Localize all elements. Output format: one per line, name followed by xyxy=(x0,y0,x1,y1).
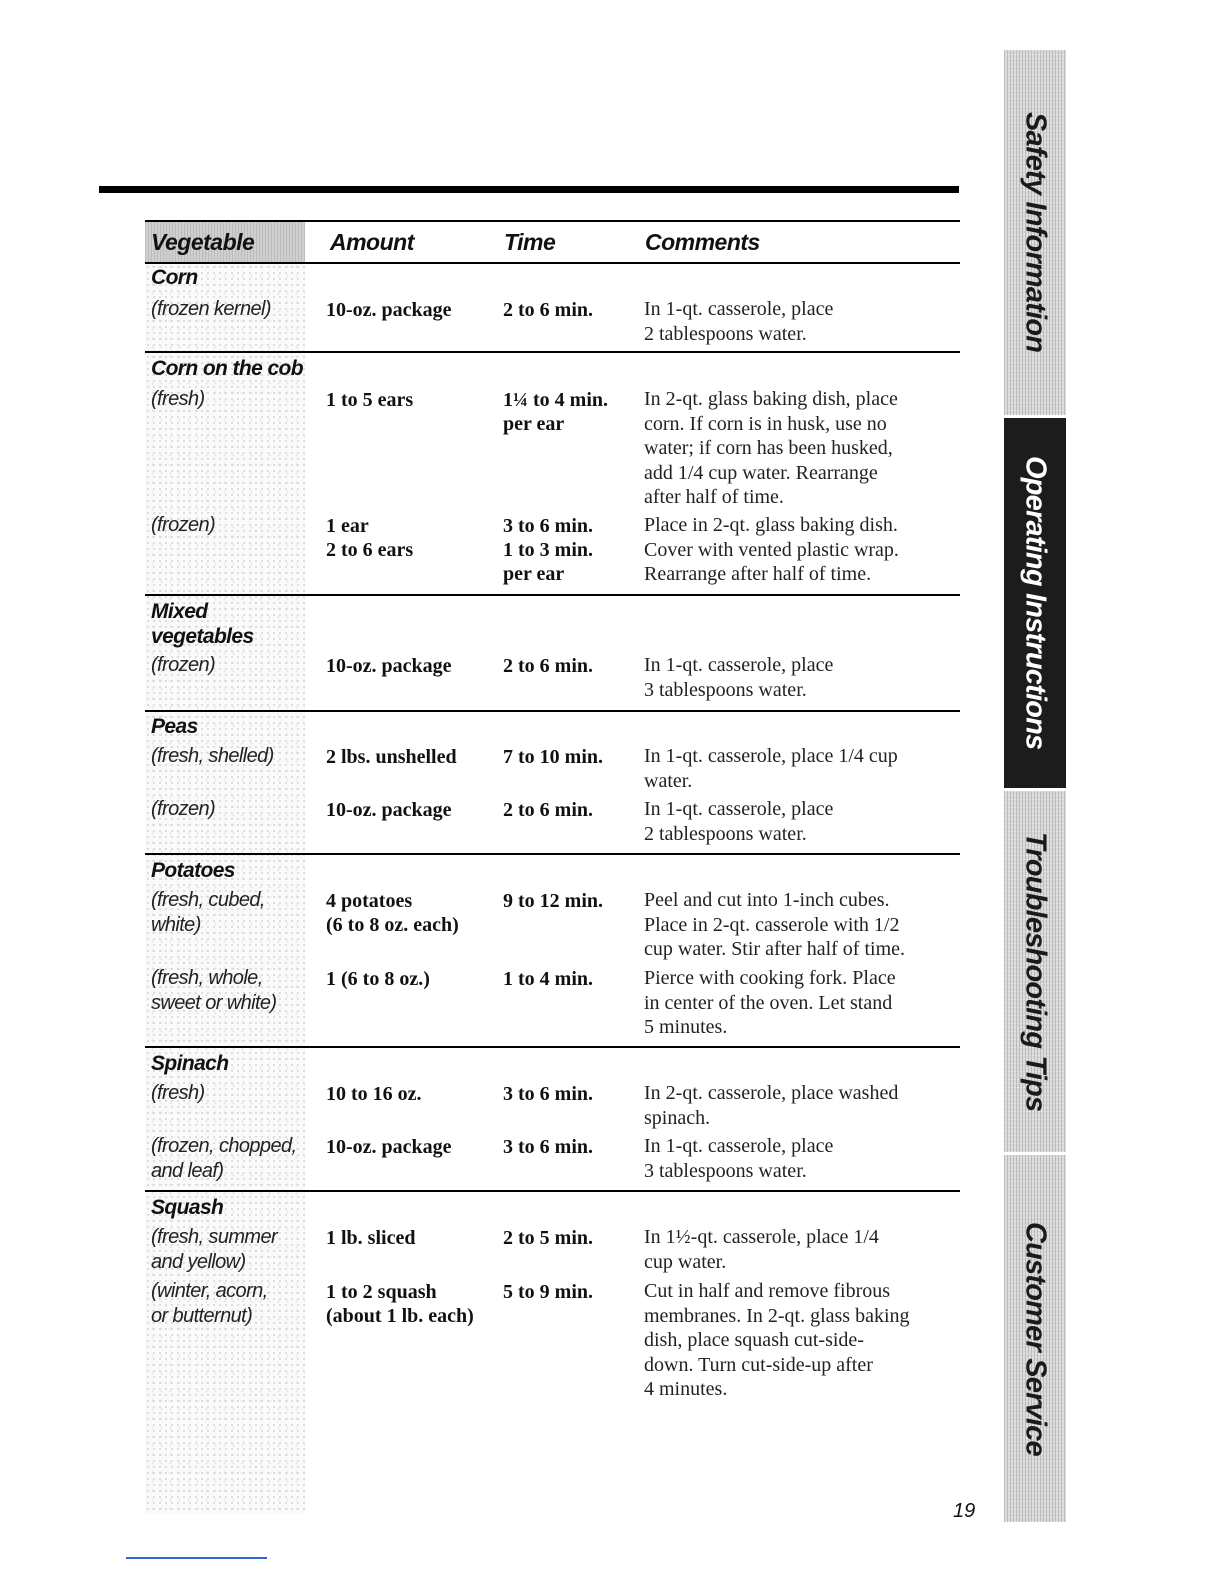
section-corn-title: Corn xyxy=(151,266,198,289)
mixed-frozen-comments: In 1-qt. casserole, place 3 tablespoons water. xyxy=(644,654,834,701)
corn-cob-fresh-comments: In 2-qt. glass baking dish, place corn. If corn is in husk, use no water; if corn has been husked, add 1/4 cup water. Rearrange after half of time. xyxy=(644,388,898,508)
tab-troubleshooting-tips[interactable] xyxy=(1004,791,1066,1152)
potatoes-cubed-amount: 4 potatoes (6 to 8 oz. each) xyxy=(326,890,459,936)
tab-label: Customer Service xyxy=(1019,1221,1052,1456)
squash-winter-comments: Cut in half and remove fibrous membranes. In 2-qt. glass baking dish, place squash cut-side- down. Turn cut-side-up after 4 minutes. xyxy=(644,1280,910,1400)
section-corn-on-the-cob-title: Corn on the cob xyxy=(151,357,303,380)
peas-frozen-amount: 10-oz. package xyxy=(326,799,452,821)
header-amount: Amount xyxy=(330,229,414,255)
squash-winter-time: 5 to 9 min. xyxy=(503,1281,593,1303)
peas-frozen-comments: In 1-qt. casserole, place 2 tablespoons water. xyxy=(644,798,834,845)
tab-label: Troubleshooting Tips xyxy=(1019,831,1052,1112)
section-mixed-vegetables-title: Mixed vegetables xyxy=(151,600,254,648)
section-divider xyxy=(145,594,960,596)
corn-frozen-kernel-variety: (frozen kernel) xyxy=(151,298,271,320)
spinach-frozen-time: 3 to 6 min. xyxy=(503,1136,593,1158)
footer-rule xyxy=(126,1557,267,1559)
squash-summer-comments: In 1½-qt. casserole, place 1/4 cup water. xyxy=(644,1226,879,1273)
peas-fresh-comments: In 1-qt. casserole, place 1/4 cup water. xyxy=(644,745,898,792)
corn-cob-fresh-amount: 1 to 5 ears xyxy=(326,389,414,411)
peas-fresh-variety: (fresh, shelled) xyxy=(151,745,274,767)
top-rule xyxy=(99,186,959,193)
squash-summer-amount: 1 lb. sliced xyxy=(326,1227,416,1249)
corn-frozen-kernel-comments: In 1-qt. casserole, place 2 tablespoons water. xyxy=(644,298,834,345)
corn-frozen-kernel-time: 2 to 6 min. xyxy=(503,299,593,321)
corn-cob-frozen-variety: (frozen) xyxy=(151,514,216,536)
tab-label: Operating Instructions xyxy=(1019,456,1052,750)
header-time: Time xyxy=(504,229,556,255)
section-potatoes-title: Potatoes xyxy=(151,859,235,882)
page-number: 19 xyxy=(953,1500,976,1522)
spinach-fresh-amount: 10 to 16 oz. xyxy=(326,1083,422,1105)
header-comments: Comments xyxy=(645,229,760,255)
peas-fresh-amount: 2 lbs. unshelled xyxy=(326,746,457,768)
mixed-frozen-variety: (frozen) xyxy=(151,654,216,676)
squash-summer-time: 2 to 5 min. xyxy=(503,1227,593,1249)
table-header-top-rule xyxy=(145,220,960,222)
section-divider xyxy=(145,351,960,353)
potatoes-whole-time: 1 to 4 min. xyxy=(503,968,593,990)
section-spinach-title: Spinach xyxy=(151,1052,229,1075)
section-divider xyxy=(145,853,960,855)
table-header-bottom-rule xyxy=(145,262,960,264)
corn-cob-frozen-amount: 1 ear 2 to 6 ears xyxy=(326,515,414,561)
peas-frozen-time: 2 to 6 min. xyxy=(503,799,593,821)
section-squash-title: Squash xyxy=(151,1196,224,1219)
section-divider xyxy=(145,710,960,712)
corn-cob-fresh-time: 1¼ to 4 min. per ear xyxy=(503,389,608,435)
section-divider xyxy=(145,1190,960,1192)
peas-fresh-time: 7 to 10 min. xyxy=(503,746,603,768)
mixed-frozen-time: 2 to 6 min. xyxy=(503,655,593,677)
corn-cob-frozen-time: 3 to 6 min. 1 to 3 min. per ear xyxy=(503,515,593,585)
potatoes-whole-comments: Pierce with cooking fork. Place in center of the oven. Let stand 5 minutes. xyxy=(644,967,896,1038)
spinach-fresh-comments: In 2-qt. casserole, place washed spinach. xyxy=(644,1082,899,1129)
spinach-fresh-time: 3 to 6 min. xyxy=(503,1083,593,1105)
header-vegetable: Vegetable xyxy=(151,229,255,255)
corn-cob-frozen-comments: Place in 2-qt. glass baking dish. Cover with vented plastic wrap. Rearrange after half of time. xyxy=(644,514,899,585)
tab-operating-instructions[interactable] xyxy=(1004,418,1066,788)
spinach-frozen-amount: 10-oz. package xyxy=(326,1136,452,1158)
spinach-fresh-variety: (fresh) xyxy=(151,1082,205,1104)
section-peas-title: Peas xyxy=(151,715,198,738)
potatoes-whole-amount: 1 (6 to 8 oz.) xyxy=(326,968,430,990)
section-divider xyxy=(145,1046,960,1048)
potatoes-whole-variety: (fresh, whole, sweet or white) xyxy=(151,967,277,1014)
tab-label: Safety Information xyxy=(1019,112,1052,353)
potatoes-cubed-comments: Peel and cut into 1-inch cubes. Place in 2-qt. casserole with 1/2 cup water. Stir after half of time. xyxy=(644,889,906,960)
tab-customer-service[interactable] xyxy=(1004,1155,1066,1522)
squash-summer-variety: (fresh, summer and yellow) xyxy=(151,1226,278,1273)
spinach-frozen-comments: In 1-qt. casserole, place 3 tablespoons water. xyxy=(644,1135,834,1182)
potatoes-cubed-variety: (fresh, cubed, white) xyxy=(151,889,265,936)
squash-winter-amount: 1 to 2 squash (about 1 lb. each) xyxy=(326,1281,474,1327)
corn-frozen-kernel-amount: 10-oz. package xyxy=(326,299,452,321)
spinach-frozen-variety: (frozen, chopped, and leaf) xyxy=(151,1135,297,1182)
tab-safety-information[interactable] xyxy=(1004,50,1066,415)
corn-cob-fresh-variety: (fresh) xyxy=(151,388,205,410)
peas-frozen-variety: (frozen) xyxy=(151,798,216,820)
squash-winter-variety: (winter, acorn, or butternut) xyxy=(151,1280,268,1327)
potatoes-cubed-time: 9 to 12 min. xyxy=(503,890,603,912)
mixed-frozen-amount: 10-oz. package xyxy=(326,655,452,677)
